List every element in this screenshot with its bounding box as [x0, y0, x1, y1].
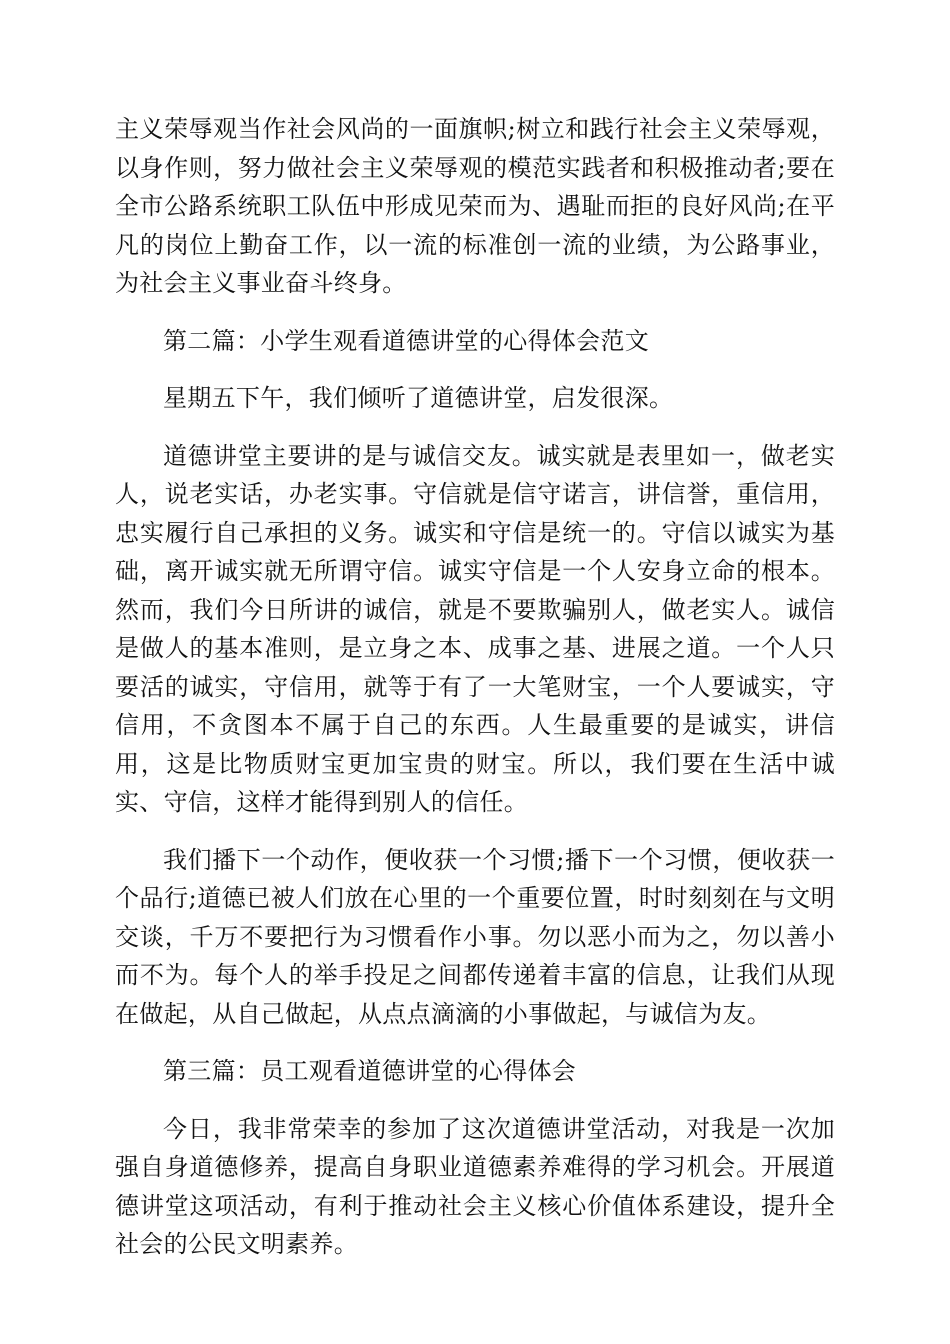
- paragraph-honesty: 道德讲堂主要讲的是与诚信交友。诚实就是表里如一，做老实人，说老实话，办老实事。守信就是信守诺言，讲信誉，重信用，忠实履行自己承担的义务。诚实和守信是统一的。守信以诚实为基础，离开诚实就无所谓守信。诚实守信是一个人安身立命的根本。然而，我们今日所讲的诚信，就是不要欺骗别人，做老实人。诚信是做人的基本准则，是立身之本、成事之基、进展之道。一个人只要活的诚实，守信用，就等于有了一大笔财宝，一个人要诚实，守信用，不贪图本不属于自己的东西。人生最重要的是诚实，讲信用，这是比物质财宝更加宝贵的财宝。所以，我们要在生活中诚实、守信，这样才能得到别人的信任。: [115, 441, 835, 816]
- document-page: [115, 110, 835, 1264]
- section-heading-2: 第二篇：小学生观看道德讲堂的心得体会范文: [163, 326, 649, 355]
- paragraph-habits: 我们播下一个动作，便收获一个习惯;播下一个习惯，便收获一个品行;道德已被人们放在心里的一个重要位置，时时刻刻在与文明交谈，千万不要把行为习惯看作小事。勿以恶小而为之，勿以善小而不为。每个人的举手投足之间都传递着丰富的信息，让我们从现在做起，从自己做起，从点点滴滴的小事做起，与诚信为友。: [115, 845, 835, 1028]
- paragraph-continuation: 主义荣辱观当作社会风尚的一面旗帜;树立和践行社会主义荣辱观，以身作则，努力做社会主义荣辱观的模范实践者和积极推动者;要在全市公路系统职工队伍中形成见荣而为、遇耻而拒的良好风尚;在平凡的岗位上勤奋工作，以一流的标准创一流的业绩，为公路事业，为社会主义事业奋斗终身。: [115, 115, 835, 297]
- paragraph-intro: 星期五下午，我们倾听了道德讲堂，启发很深。: [163, 384, 674, 412]
- section-heading-3: 第三篇：员工观看道德讲堂的心得体会: [163, 1057, 577, 1085]
- paragraph-employee: 今日，我非常荣幸的参加了这次道德讲堂活动，对我是一次加强自身道德修养，提高自身职业道德素养难得的学习机会。开展道德讲堂这项活动，有利于推动社会主义核心价值体系建设，提升全社会的公民文明素养。: [115, 1114, 835, 1258]
